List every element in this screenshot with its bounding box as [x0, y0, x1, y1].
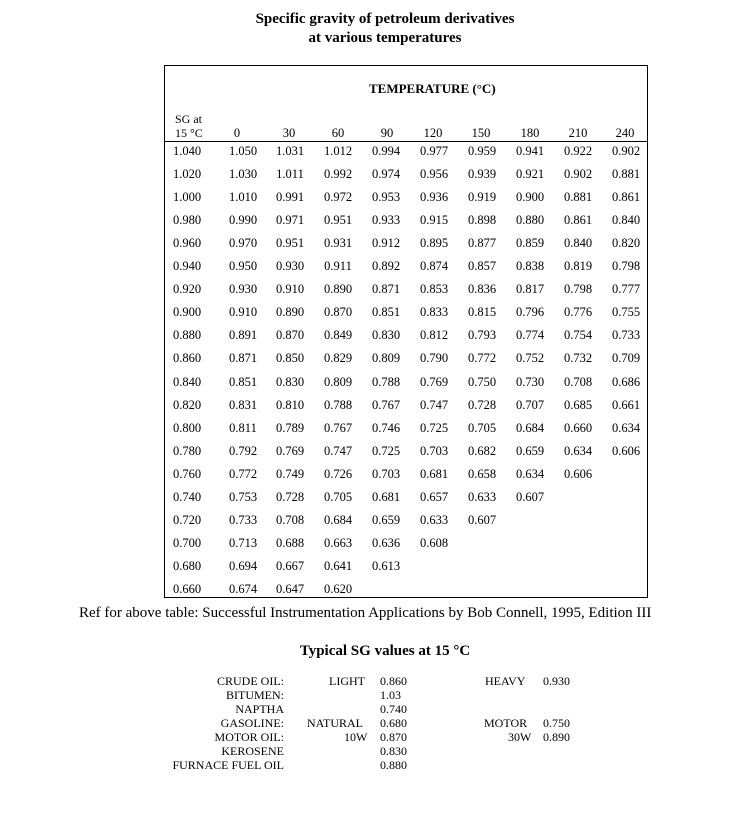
- table-cell: 0.647: [275, 582, 305, 596]
- table-left-border: [164, 65, 165, 598]
- table-cell: 1.011: [276, 167, 304, 181]
- table-cell: 0.951: [323, 213, 353, 227]
- table-cell: 0.684: [515, 421, 545, 435]
- grade-light: LIGHT: [329, 674, 365, 688]
- table-cell: 0.809: [371, 351, 401, 365]
- value-gasoline-motor: 0.750: [543, 716, 570, 730]
- table-cell: 0.911: [324, 259, 352, 273]
- table-cell: 0.833: [419, 305, 449, 319]
- sg-value: 0.720: [173, 513, 202, 527]
- table-cell: 0.607: [467, 513, 497, 527]
- page-subtitle: at various temperatures: [308, 30, 462, 46]
- table-top-border: [164, 65, 648, 66]
- label-bitumen: BITUMEN:: [226, 688, 284, 702]
- table-cell: 0.658: [467, 467, 497, 481]
- table-cell: 0.956: [419, 167, 449, 181]
- table-cell: 0.972: [323, 190, 353, 204]
- table-cell: 0.930: [275, 259, 305, 273]
- table-cell: 0.836: [467, 282, 497, 296]
- table-cell: 0.767: [371, 398, 401, 412]
- table-cell: 0.890: [275, 305, 305, 319]
- table-cell: 0.851: [371, 305, 401, 319]
- sg-value: 0.700: [173, 536, 202, 550]
- table-cell: 0.953: [371, 190, 401, 204]
- table-cell: 0.708: [275, 513, 305, 527]
- table-reference: Ref for above table: Successful Instrumentation Applications by Bob Connell, 1995, Edition III: [79, 605, 652, 621]
- table-cell: 0.900: [515, 190, 545, 204]
- table-cell: 0.660: [563, 421, 593, 435]
- grade-30w: 30W: [508, 730, 532, 744]
- temperature-column-header: 240: [615, 126, 635, 140]
- table-cell: 0.912: [371, 236, 401, 250]
- table-cell: 0.747: [323, 444, 353, 458]
- table-cell: 0.730: [515, 375, 545, 389]
- label-naptha: NAPTHA: [235, 702, 284, 716]
- table-cell: 0.880: [515, 213, 545, 227]
- sg-value: 0.980: [173, 213, 202, 227]
- table-cell: 0.892: [371, 259, 401, 273]
- table-cell: 0.747: [419, 398, 449, 412]
- table-cell: 0.661: [611, 398, 641, 412]
- table-cell: 0.811: [229, 421, 257, 435]
- table-cell: 0.659: [515, 444, 545, 458]
- table-cell: 0.733: [228, 513, 258, 527]
- table-cell: 0.815: [467, 305, 497, 319]
- grade-10w: 10W: [344, 730, 368, 744]
- table-cell: 0.688: [275, 536, 305, 550]
- table-cell: 0.792: [228, 444, 258, 458]
- table-cell: 0.608: [419, 536, 449, 550]
- sg-value: 0.800: [173, 421, 202, 435]
- table-cell: 0.991: [275, 190, 305, 204]
- table-cell: 0.746: [371, 421, 401, 435]
- grade-heavy: HEAVY: [485, 674, 526, 688]
- table-cell: 0.853: [419, 282, 449, 296]
- sg-value: 0.780: [173, 444, 202, 458]
- table-cell: 0.707: [515, 398, 545, 412]
- table-cell: 0.681: [419, 467, 449, 481]
- sg-value: 0.660: [173, 582, 202, 596]
- table-cell: 0.767: [323, 421, 353, 435]
- table-cell: 0.820: [611, 236, 641, 250]
- table-cell: 0.870: [323, 305, 353, 319]
- table-cell: 0.754: [563, 328, 593, 342]
- table-cell: 0.725: [371, 444, 401, 458]
- table-cell: 0.772: [467, 351, 497, 365]
- table-cell: 0.992: [323, 167, 353, 181]
- table-right-border: [647, 65, 648, 598]
- value-gasoline-natural: 0.680: [380, 716, 407, 730]
- temperature-column-header: 210: [568, 126, 588, 140]
- table-cell: 0.819: [563, 259, 593, 273]
- sg-value: 0.880: [173, 328, 202, 342]
- table-cell: 0.769: [419, 375, 449, 389]
- table-cell: 0.829: [323, 351, 353, 365]
- table-cell: 0.636: [371, 536, 401, 550]
- table-cell: 0.971: [275, 213, 305, 227]
- table-cell: 0.685: [563, 398, 593, 412]
- sg-value: 0.860: [173, 351, 202, 365]
- table-cell: 0.890: [323, 282, 353, 296]
- table-cell: 0.810: [275, 398, 305, 412]
- table-cell: 0.930: [228, 282, 258, 296]
- temperature-column-header: 60: [331, 126, 345, 140]
- table-cell: 0.871: [228, 351, 258, 365]
- value-motor-oil-10w: 0.870: [380, 730, 407, 744]
- table-cell: 0.667: [275, 559, 305, 573]
- table-cell: 0.681: [371, 490, 401, 504]
- table-cell: 0.891: [228, 328, 258, 342]
- table-cell: 0.777: [611, 282, 641, 296]
- table-cell: 0.769: [275, 444, 305, 458]
- table-cell: 0.659: [371, 513, 401, 527]
- table-cell: 0.994: [371, 144, 401, 158]
- table-cell: 0.933: [371, 213, 401, 227]
- temperature-column-header: 180: [520, 126, 540, 140]
- table-cell: 0.798: [611, 259, 641, 273]
- value-bitumen: 1.03: [380, 688, 401, 702]
- table-cell: 0.732: [563, 351, 593, 365]
- table-cell: 1.031: [275, 144, 305, 158]
- table-cell: 0.708: [563, 375, 593, 389]
- temperature-column-header: 90: [380, 126, 394, 140]
- table-cell: 0.753: [228, 490, 258, 504]
- table-cell: 0.931: [323, 236, 353, 250]
- table-cell: 1.010: [228, 190, 258, 204]
- table-cell: 0.902: [611, 144, 641, 158]
- table-cell: 0.881: [611, 167, 641, 181]
- table-cell: 0.728: [275, 490, 305, 504]
- table-cell: 0.849: [323, 328, 353, 342]
- label-motor-oil: MOTOR OIL:: [214, 730, 284, 744]
- sg-value: 0.920: [173, 282, 202, 296]
- table-cell: 0.733: [611, 328, 641, 342]
- temperature-column-header: 120: [423, 126, 443, 140]
- table-cell: 0.830: [275, 375, 305, 389]
- sg-value: 0.740: [173, 490, 202, 504]
- temperature-column-header: 150: [471, 126, 491, 140]
- table-cell: 0.728: [467, 398, 497, 412]
- table-cell: 0.910: [275, 282, 305, 296]
- label-kerosene: KEROSENE: [221, 744, 284, 758]
- grade-motor: MOTOR: [484, 716, 528, 730]
- table-cell: 0.877: [467, 236, 497, 250]
- label-furnace-fuel-oil: FURNACE FUEL OIL: [172, 758, 284, 772]
- typical-sg-title: Typical SG values at 15 °C: [299, 643, 471, 659]
- value-crude-light: 0.860: [380, 674, 407, 688]
- sg-value: 0.840: [173, 375, 202, 389]
- table-cell: 0.663: [323, 536, 353, 550]
- table-cell: 0.861: [611, 190, 641, 204]
- table-cell: 0.752: [515, 351, 545, 365]
- temperature-column-header: 0: [233, 126, 241, 140]
- table-cell: 0.919: [467, 190, 497, 204]
- value-kerosene: 0.830: [380, 744, 407, 758]
- sg-header-line1: SG at: [175, 112, 202, 126]
- table-cell: 0.796: [515, 305, 545, 319]
- value-furnace-fuel-oil: 0.880: [380, 758, 407, 772]
- table-cell: 0.641: [323, 559, 353, 573]
- table-cell: 0.974: [371, 167, 401, 181]
- table-cell: 0.941: [515, 144, 545, 158]
- table-cell: 0.788: [371, 375, 401, 389]
- table-cell: 0.895: [419, 236, 449, 250]
- table-cell: 0.902: [563, 167, 593, 181]
- sg-header: [175, 112, 203, 140]
- table-cell: 0.788: [323, 398, 353, 412]
- table-cell: 0.750: [467, 375, 497, 389]
- table-cell: 0.798: [563, 282, 593, 296]
- table-cell: 0.620: [323, 582, 353, 596]
- table-cell: 0.812: [419, 328, 449, 342]
- table-cell: 0.851: [228, 375, 258, 389]
- table-cell: 0.809: [323, 375, 353, 389]
- table-cell: 1.012: [323, 144, 353, 158]
- table-cell: 0.871: [371, 282, 401, 296]
- table-cell: 0.817: [515, 282, 545, 296]
- table-cell: 0.970: [228, 236, 258, 250]
- table-cell: 0.606: [563, 467, 593, 481]
- table-cell: 0.915: [419, 213, 449, 227]
- table-cell: 0.951: [275, 236, 305, 250]
- table-cell: 0.857: [467, 259, 497, 273]
- table-cell: 0.898: [467, 213, 497, 227]
- table-cell: 0.874: [419, 259, 449, 273]
- table-cell: 0.830: [371, 328, 401, 342]
- table-cell: 0.840: [611, 213, 641, 227]
- table-cell: 0.950: [228, 259, 258, 273]
- sg-value: 0.940: [173, 259, 202, 273]
- table-cell: 0.634: [515, 467, 545, 481]
- table-cell: 0.772: [228, 467, 258, 481]
- table-cell: 0.703: [371, 467, 401, 481]
- table-cell: 0.686: [611, 375, 641, 389]
- table-cell: 0.607: [515, 490, 545, 504]
- table-cell: 0.613: [371, 559, 401, 573]
- table-cell: 0.774: [515, 328, 545, 342]
- table-cell: 1.050: [228, 144, 258, 158]
- table-cell: 0.633: [419, 513, 449, 527]
- sg-value: 0.820: [173, 398, 202, 412]
- table-cell: 0.674: [228, 582, 258, 596]
- table-cell: 0.859: [515, 236, 545, 250]
- table-cell: 0.694: [228, 559, 258, 573]
- temperature-column-header: 30: [282, 126, 296, 140]
- table-cell: 0.789: [275, 421, 305, 435]
- table-cell: 0.776: [563, 305, 593, 319]
- table-cell: 0.881: [563, 190, 593, 204]
- table-cell: 0.709: [611, 351, 641, 365]
- sg-value: 0.760: [173, 467, 202, 481]
- table-cell: 0.861: [563, 213, 593, 227]
- label-crude-oil: CRUDE OIL:: [217, 674, 284, 688]
- table-cell: 0.726: [323, 467, 353, 481]
- table-cell: 0.850: [275, 351, 305, 365]
- sg-value: 1.020: [173, 167, 202, 181]
- sg-value: 0.960: [173, 236, 202, 250]
- sg-value: 0.900: [173, 305, 202, 319]
- table-cell: 0.633: [467, 490, 497, 504]
- value-crude-heavy: 0.930: [543, 674, 570, 688]
- table-cell: 0.634: [563, 444, 593, 458]
- table-cell: 0.921: [515, 167, 545, 181]
- table-cell: 0.705: [467, 421, 497, 435]
- table-cell: 0.755: [611, 305, 641, 319]
- value-naptha: 0.740: [380, 702, 407, 716]
- table-header-divider: [164, 141, 648, 142]
- table-cell: 0.977: [419, 144, 449, 158]
- value-motor-oil-30w: 0.890: [543, 730, 570, 744]
- sg-header-line2: 15 °C: [175, 126, 203, 140]
- table-cell: 0.840: [563, 236, 593, 250]
- table-cell: 0.793: [467, 328, 497, 342]
- grade-natural: NATURAL: [307, 716, 363, 730]
- table-cell: 0.682: [467, 444, 497, 458]
- table-cell: 0.606: [611, 444, 641, 458]
- table-cell: 0.959: [467, 144, 497, 158]
- table-cell: 0.634: [611, 421, 641, 435]
- table-cell: 0.936: [419, 190, 449, 204]
- table-bottom-border: [164, 597, 648, 598]
- label-gasoline: GASOLINE:: [220, 716, 284, 730]
- table-cell: 0.713: [228, 536, 258, 550]
- temperature-header: TEMPERATURE (°C): [369, 81, 496, 96]
- table-cell: 0.922: [563, 144, 593, 158]
- table-cell: 0.990: [228, 213, 258, 227]
- table-cell: 0.838: [515, 259, 545, 273]
- page-title: Specific gravity of petroleum derivatives: [255, 11, 515, 27]
- table-cell: 0.939: [467, 167, 497, 181]
- table-cell: 0.657: [419, 490, 449, 504]
- table-cell: 0.705: [323, 490, 353, 504]
- sg-value: 0.680: [173, 559, 202, 573]
- sg-value: 1.000: [173, 190, 202, 204]
- table-cell: 0.831: [228, 398, 258, 412]
- sg-value: 1.040: [173, 144, 202, 158]
- table-cell: 0.870: [275, 328, 305, 342]
- table-cell: 0.749: [275, 467, 305, 481]
- table-cell: 0.684: [323, 513, 353, 527]
- table-cell: 1.030: [228, 167, 258, 181]
- table-cell: 0.910: [228, 305, 258, 319]
- table-cell: 0.790: [419, 351, 449, 365]
- table-cell: 0.725: [419, 421, 449, 435]
- table-cell: 0.703: [419, 444, 449, 458]
